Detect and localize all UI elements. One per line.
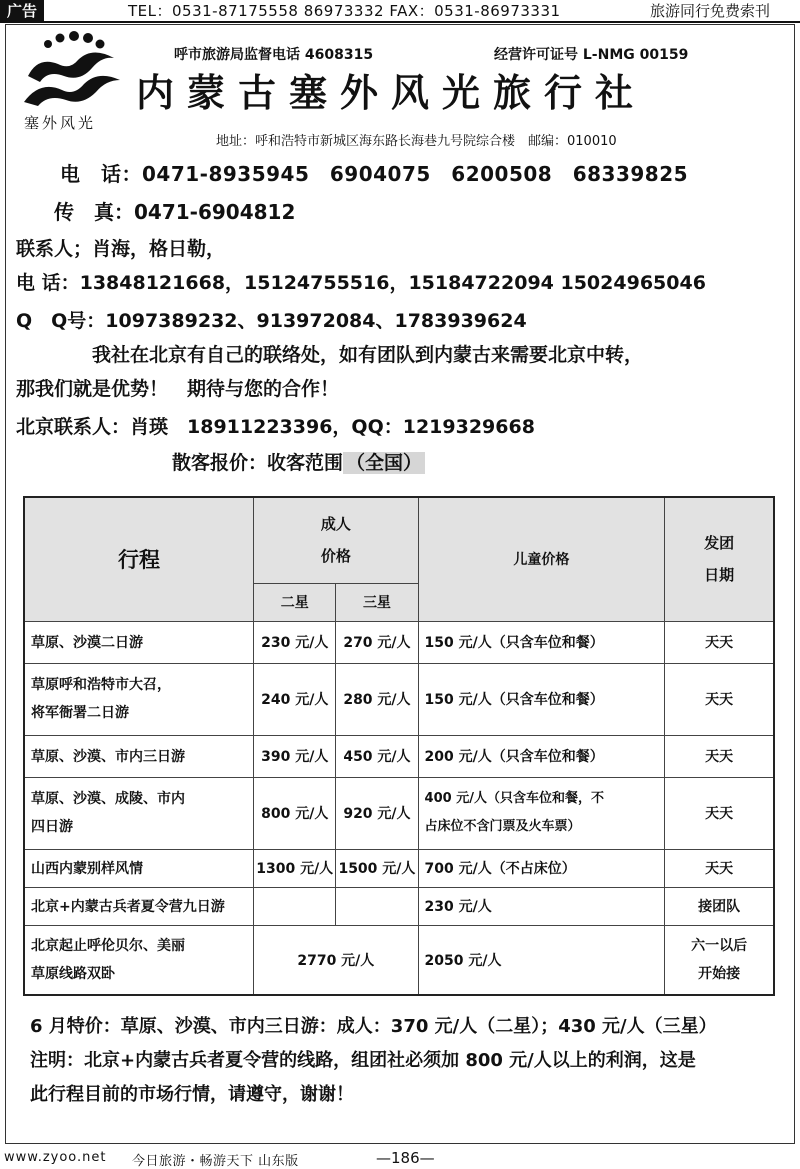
departure-date: 天天 xyxy=(665,777,774,849)
route-cell xyxy=(24,777,254,849)
adult-price: 2770 元/人 xyxy=(254,925,418,995)
departure-date xyxy=(665,925,774,995)
license-number: 经营许可证号 L-NMG 00159 xyxy=(494,47,689,63)
route-cell xyxy=(24,925,254,995)
header-two-star: 二星 xyxy=(254,583,336,621)
departure-date: 天天 xyxy=(665,621,774,663)
table-row xyxy=(24,663,774,735)
supervision-phone: 呼市旅游局监督电话 4608315 xyxy=(174,47,374,63)
note-line-2: 此行程目前的市场行情，请遵守，谢谢！ xyxy=(30,1084,354,1105)
table-row xyxy=(24,925,774,995)
ad-tag: 广告 xyxy=(0,0,44,22)
footer-website: www.zyoo.net xyxy=(4,1150,107,1165)
beijing-contact: 北京联系人：肖瑛 18911223396，QQ：1219329668 xyxy=(16,416,535,438)
two-star-price: 1300 元/人 xyxy=(254,849,336,887)
header-departure-line-1: 发团 xyxy=(704,534,735,553)
route-cell xyxy=(24,887,254,925)
departure-date: 天天 xyxy=(665,735,774,777)
header-departure-line-2: 日期 xyxy=(704,566,735,585)
header-three-star: 三星 xyxy=(336,583,418,621)
page-footer xyxy=(0,1148,800,1168)
header-departure xyxy=(665,497,774,621)
quote-scope: （全国） xyxy=(343,452,425,474)
publisher-contacts: TEL：0531-87175558 86973332 FAX：0531-86973331 xyxy=(128,2,561,20)
child-price-line: 占床位不含门票及火车票） xyxy=(424,819,581,834)
price-table xyxy=(23,496,775,996)
route-cell xyxy=(24,735,254,777)
two-star-price xyxy=(254,887,336,925)
mobile-line: 电 话：13848121668，15124755516，15184722094 15024965046 xyxy=(16,272,706,294)
note-line-1: 注明：北京+内蒙古兵者夏令营的线路，组团社必须加 800 元/人以上的利润，这是 xyxy=(30,1050,696,1071)
route-line: 草原、沙漠、成陵、市内 xyxy=(31,791,185,807)
three-star-price: 920 元/人 xyxy=(336,777,418,849)
phone-line: 电 话：0471-8935945 6904075 6200508 68339825 xyxy=(60,162,689,186)
route-line: 山西内蒙别样风情 xyxy=(31,861,143,877)
qq-line: Q Q号：1097389232、913972084、1783939624 xyxy=(16,310,527,332)
child-price xyxy=(418,777,665,849)
agency-address: 地址：呼和浩特市新城区海东路长海巷九号院综合楼 邮编：010010 xyxy=(216,134,617,149)
route-line: 草原线路双卧 xyxy=(31,965,115,982)
header-adult-line-1: 成人 xyxy=(320,515,351,534)
three-star-price: 280 元/人 xyxy=(336,663,418,735)
route-cell xyxy=(24,621,254,663)
route-line: 北京起止呼伦贝尔、美丽 xyxy=(31,937,185,954)
route-line: 四日游 xyxy=(31,819,73,835)
route-line: 北京+内蒙古兵者夏令营九日游 xyxy=(31,899,225,915)
fax-line: 传 真：0471-6904812 xyxy=(54,200,296,224)
special-offer: 6 月特价：草原、沙漠、市内三日游：成人：370 元/人（二星）；430 元/人（三星） xyxy=(30,1016,717,1037)
two-star-price: 230 元/人 xyxy=(254,621,336,663)
agency-logo-icon xyxy=(18,30,124,108)
quote-title xyxy=(172,448,425,475)
departure-line: 六一以后 xyxy=(691,937,748,954)
three-star-price: 450 元/人 xyxy=(336,735,418,777)
route-line: 草原呼和浩特市大召， xyxy=(31,677,171,693)
table-header-row xyxy=(24,497,774,583)
page-number: —186— xyxy=(376,1149,435,1167)
header-child-price: 儿童价格 xyxy=(418,497,665,621)
child-price: 150 元/人（只含车位和餐） xyxy=(418,621,665,663)
departure-date: 天天 xyxy=(665,663,774,735)
route-cell xyxy=(24,849,254,887)
intro-line-2: 那我们就是优势！ 期待与您的合作！ xyxy=(16,378,340,400)
three-star-price xyxy=(336,887,418,925)
table-row xyxy=(24,849,774,887)
departure-date: 天天 xyxy=(665,849,774,887)
intro-line-1: 我社在北京有自己的联络处，如有团队到内蒙古来需要北京中转， xyxy=(92,344,644,366)
table-row xyxy=(24,887,774,925)
three-star-price: 270 元/人 xyxy=(336,621,418,663)
logo-caption: 塞外风光 xyxy=(24,114,97,132)
header-rule xyxy=(0,21,800,23)
two-star-price: 390 元/人 xyxy=(254,735,336,777)
two-star-price: 240 元/人 xyxy=(254,663,336,735)
child-price: 2050 元/人 xyxy=(418,925,665,995)
child-price: 150 元/人（只含车位和餐） xyxy=(418,663,665,735)
child-price: 200 元/人（只含车位和餐） xyxy=(418,735,665,777)
table-row xyxy=(24,735,774,777)
route-line: 草原、沙漠、市内三日游 xyxy=(31,749,185,765)
child-price-line: 400 元/人（只含车位和餐，不 xyxy=(424,791,604,806)
quote-title-text: 散客报价：收客范围 xyxy=(172,452,344,474)
departure-date: 接团队 xyxy=(665,887,774,925)
header-route: 行程 xyxy=(24,497,254,621)
route-line: 草原、沙漠二日游 xyxy=(31,635,143,651)
route-cell xyxy=(24,663,254,735)
agency-name: 内蒙古塞外风光旅行社 xyxy=(136,70,647,115)
table-row xyxy=(24,621,774,663)
header-adult-price xyxy=(254,497,418,583)
contact-persons: 联系人；肖海，格日勒， xyxy=(16,238,226,260)
three-star-price: 1500 元/人 xyxy=(336,849,418,887)
two-star-price: 800 元/人 xyxy=(254,777,336,849)
table-row xyxy=(24,777,774,849)
child-price: 230 元/人 xyxy=(418,887,665,925)
footer-slogan: 今日旅游・畅游天下 山东版 xyxy=(132,1154,299,1169)
header-adult-line-2: 价格 xyxy=(320,547,351,566)
publisher-slogan: 旅游同行免费索刊 xyxy=(650,2,771,20)
child-price: 700 元/人（不占床位） xyxy=(418,849,665,887)
route-line: 将军衙署二日游 xyxy=(31,705,129,721)
departure-line: 开始接 xyxy=(698,965,741,982)
